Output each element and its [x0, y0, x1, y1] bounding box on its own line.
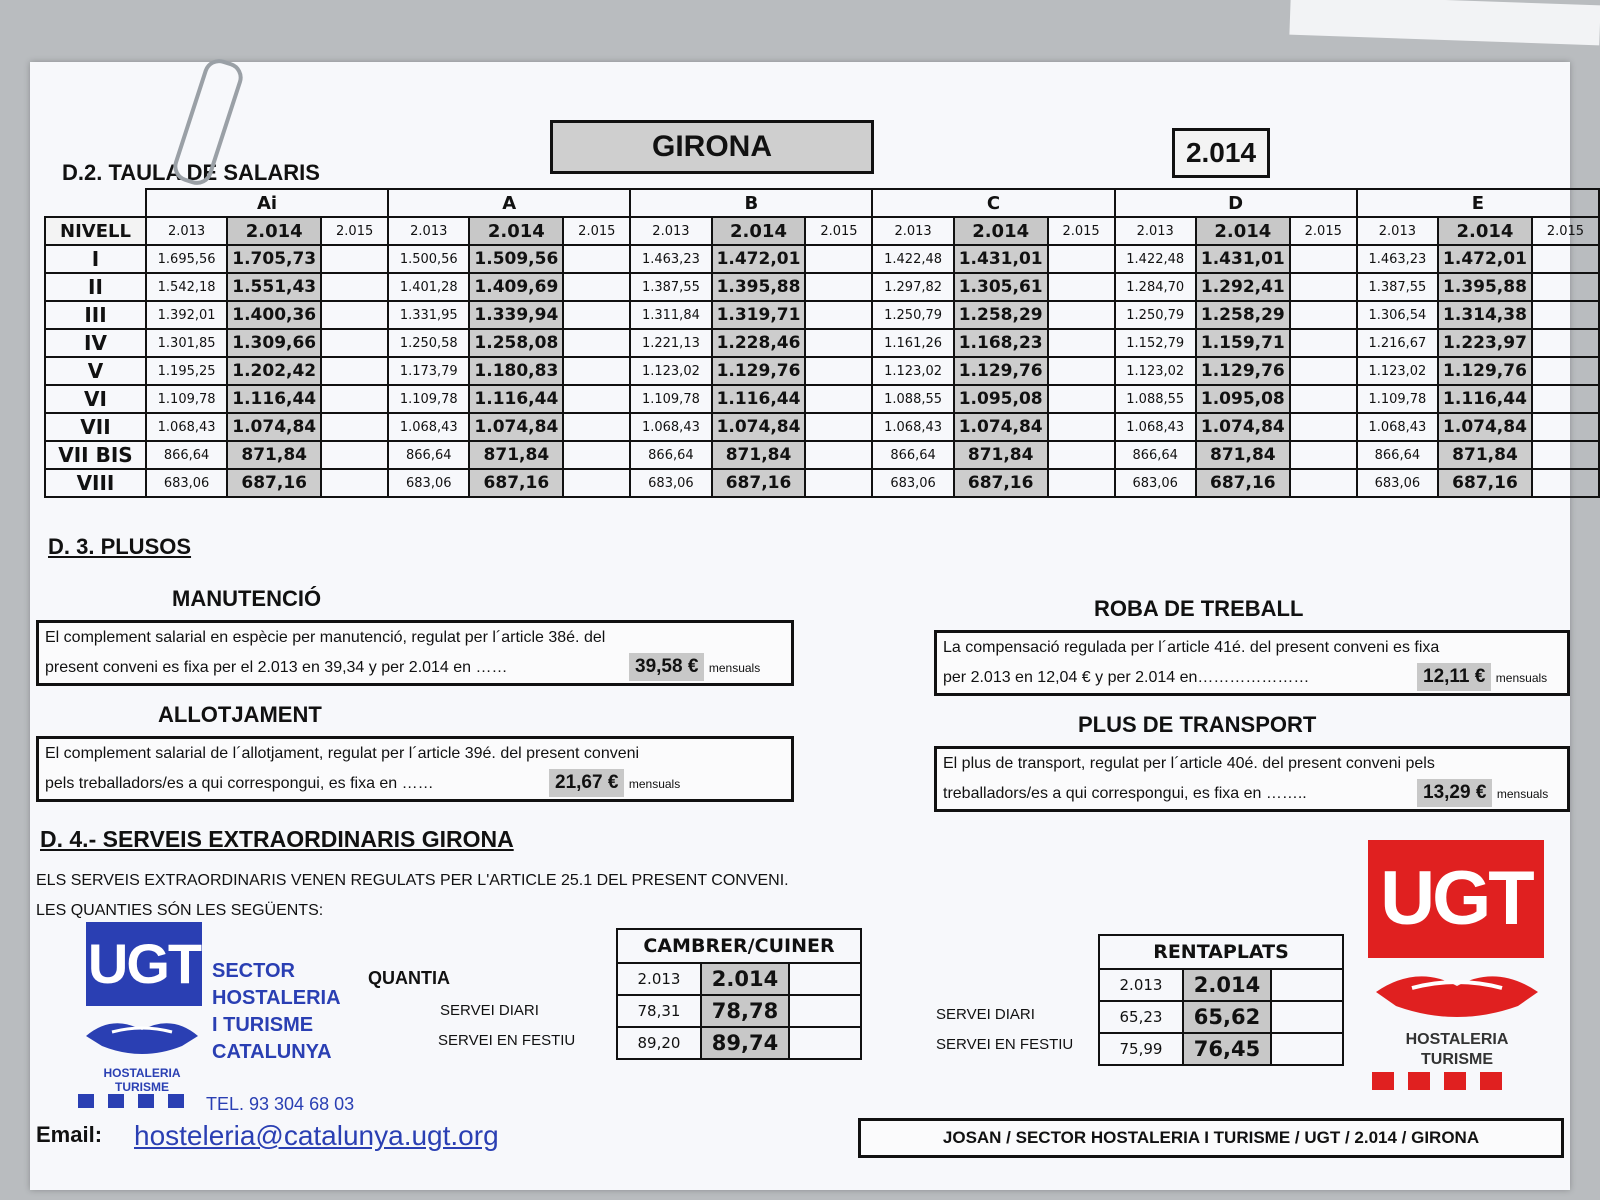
salary-2014: 1.116,44	[469, 385, 563, 413]
salary-2015-empty	[1290, 413, 1357, 441]
salary-2014: 1.074,84	[712, 413, 806, 441]
salary-2013: 1.250,79	[1115, 301, 1196, 329]
year-header-2014: 2.014	[469, 217, 563, 245]
roba-box	[934, 630, 1570, 696]
salary-2014: 687,16	[954, 469, 1048, 497]
salary-2014: 1.319,71	[712, 301, 806, 329]
salary-2015-empty	[1048, 441, 1115, 469]
salary-2015-empty	[805, 245, 872, 273]
salary-2013: 1.068,43	[1357, 413, 1438, 441]
salary-2014: 1.305,61	[954, 273, 1048, 301]
salary-2013: 1.123,02	[1357, 357, 1438, 385]
salary-2014: 1.258,08	[469, 329, 563, 357]
year-header-2015: 2.015	[563, 217, 630, 245]
background-paper-corner	[1289, 0, 1600, 45]
salary-level: V	[45, 357, 146, 385]
salary-2015-empty	[321, 413, 388, 441]
table-row	[45, 441, 1599, 469]
salary-2015-empty	[1048, 413, 1115, 441]
salary-2015-empty	[563, 469, 630, 497]
salary-2015-empty	[563, 357, 630, 385]
salary-2015-empty	[1290, 385, 1357, 413]
year-header-2013: 2.013	[1115, 217, 1196, 245]
salary-2015-empty	[563, 273, 630, 301]
salary-group-header: D	[1115, 189, 1357, 217]
salary-group-header-row	[45, 189, 1599, 217]
salary-2013: 1.068,43	[146, 413, 227, 441]
rentaplats-table	[1098, 934, 1344, 1066]
salary-2015-empty	[321, 329, 388, 357]
cambrer-title: CAMBRER/CUINER	[617, 929, 861, 963]
salary-2015-empty	[1532, 245, 1599, 273]
sector-line2: HOSTALERIA	[212, 987, 341, 1009]
salary-2015-empty	[321, 357, 388, 385]
cambrer-diari-empty	[789, 995, 861, 1027]
salary-2014: 871,84	[227, 441, 321, 469]
roba-line2-row	[943, 663, 1561, 693]
salary-2014: 1.509,56	[469, 245, 563, 273]
allotjament-box	[36, 736, 794, 802]
red-logo-squares	[1372, 1072, 1502, 1095]
salary-2015-empty	[1048, 301, 1115, 329]
city-title: GIRONA	[550, 120, 874, 174]
salary-2015-empty	[805, 301, 872, 329]
rentaplats-festiu-empty	[1271, 1033, 1343, 1065]
manutencio-title: MANUTENCIÓ	[172, 586, 322, 611]
year-header-2015: 2.015	[1532, 217, 1599, 245]
salary-2015-empty	[805, 413, 872, 441]
allotjament-unit: mensuals	[628, 777, 681, 791]
cambrer-servei-festiu-label: SERVEI EN FESTIU	[438, 1032, 576, 1049]
red-logo-caption	[1372, 1030, 1542, 1070]
year-header-2014: 2.014	[1438, 217, 1532, 245]
salary-2013: 1.250,79	[872, 301, 953, 329]
cambrer-diari-2013: 78,31	[617, 995, 701, 1027]
salary-2015-empty	[1290, 245, 1357, 273]
salary-level: II	[45, 273, 146, 301]
salary-2013: 683,06	[146, 469, 227, 497]
salary-group-header: E	[1357, 189, 1599, 217]
salary-2014: 1.309,66	[227, 329, 321, 357]
salary-2014: 687,16	[712, 469, 806, 497]
year-header-2015: 2.015	[1290, 217, 1357, 245]
salary-2015-empty	[1290, 441, 1357, 469]
salary-level: VII	[45, 413, 146, 441]
salary-2014: 1.395,88	[1438, 273, 1532, 301]
salary-2015-empty	[1290, 273, 1357, 301]
salary-2015-empty	[321, 469, 388, 497]
salary-2014: 1.074,84	[954, 413, 1048, 441]
year-header-2013: 2.013	[1357, 217, 1438, 245]
sector-text	[212, 958, 341, 1066]
rentaplats-year-empty	[1271, 969, 1343, 1001]
blue-logo-caption-line1: HOSTALERIA	[103, 1066, 181, 1080]
salary-2015-empty	[321, 273, 388, 301]
salary-2014: 1.472,01	[1438, 245, 1532, 273]
salary-2014: 1.116,44	[712, 385, 806, 413]
year-header-2013: 2.013	[630, 217, 711, 245]
year-header-2015: 2.015	[321, 217, 388, 245]
salary-2014: 1.202,42	[227, 357, 321, 385]
allotjament-title: ALLOTJAMENT	[158, 702, 322, 727]
salary-2013: 1.109,78	[146, 385, 227, 413]
salary-2014: 871,84	[1196, 441, 1290, 469]
salary-2014: 1.339,94	[469, 301, 563, 329]
salary-2015-empty	[805, 357, 872, 385]
year-header-2015: 2.015	[1048, 217, 1115, 245]
salary-2014: 1.395,88	[712, 273, 806, 301]
serveis-section-title: D. 4.- SERVEIS EXTRAORDINARIS GIRONA	[40, 826, 514, 852]
salary-2015-empty	[1532, 469, 1599, 497]
salary-2013: 1.195,25	[146, 357, 227, 385]
salary-2014: 1.129,76	[954, 357, 1048, 385]
salary-2013: 1.301,85	[146, 329, 227, 357]
salary-2015-empty	[1048, 329, 1115, 357]
salary-2013: 1.068,43	[388, 413, 469, 441]
salary-2013: 1.216,67	[1357, 329, 1438, 357]
rentaplats-title: RENTAPLATS	[1099, 935, 1343, 969]
year-header-2014: 2.014	[227, 217, 321, 245]
rentaplats-servei-diari-label: SERVEI DIARI	[936, 1006, 1035, 1023]
rentaplats-festiu-2014: 76,45	[1183, 1033, 1271, 1065]
salary-corner-cell	[45, 189, 146, 217]
salary-2014: 1.074,84	[227, 413, 321, 441]
salary-2014: 687,16	[227, 469, 321, 497]
salary-2014: 871,84	[1438, 441, 1532, 469]
salary-2013: 1.311,84	[630, 301, 711, 329]
cambrer-year-2013: 2.013	[617, 963, 701, 995]
salary-2014: 1.074,84	[1438, 413, 1532, 441]
salary-2014: 687,16	[469, 469, 563, 497]
salary-2014: 1.258,29	[954, 301, 1048, 329]
year-header-2015: 2.015	[805, 217, 872, 245]
salary-2014: 1.168,23	[954, 329, 1048, 357]
quantia-label: QUANTIA	[368, 968, 450, 988]
salary-group-header: B	[630, 189, 872, 217]
sector-line4: CATALUNYA	[212, 1041, 332, 1063]
salary-level-header: NIVELL	[45, 217, 146, 245]
cambrer-diari-2014: 78,78	[701, 995, 789, 1027]
allotjament-line1: El complement salarial de l´allotjament, regulat per l´article 39é. del present conveni	[45, 745, 640, 762]
rentaplats-diari-empty	[1271, 1001, 1343, 1033]
salary-2013: 1.392,01	[146, 301, 227, 329]
salary-2015-empty	[805, 469, 872, 497]
salary-2015-empty	[805, 441, 872, 469]
salary-2013: 1.463,23	[1357, 245, 1438, 273]
salary-2013: 866,64	[1115, 441, 1196, 469]
salary-2013: 1.109,78	[630, 385, 711, 413]
sector-line3: I TURISME	[212, 1014, 314, 1036]
table-row	[45, 357, 1599, 385]
salary-2014: 1.129,76	[1438, 357, 1532, 385]
salary-2015-empty	[1290, 469, 1357, 497]
salary-2014: 1.129,76	[712, 357, 806, 385]
salary-2013: 1.123,02	[1115, 357, 1196, 385]
salary-2013: 683,06	[388, 469, 469, 497]
salary-2014: 1.551,43	[227, 273, 321, 301]
salary-2015-empty	[1532, 441, 1599, 469]
salary-2014: 1.223,97	[1438, 329, 1532, 357]
salary-2014: 1.159,71	[1196, 329, 1290, 357]
ugt-logo-blue: UGT	[86, 922, 202, 1006]
salary-2013: 1.068,43	[1115, 413, 1196, 441]
salary-2015-empty	[563, 245, 630, 273]
year-header-2013: 2.013	[146, 217, 227, 245]
manutencio-line2-row	[45, 653, 785, 683]
salary-2015-empty	[1048, 245, 1115, 273]
roba-line2: per 2.013 en 12,04 € y per 2.014 en…………………	[943, 669, 1310, 686]
roba-amount: 12,11 €	[1417, 663, 1491, 691]
allotjament-line2: pels treballadors/es a qui correspongui, es fixa en ……	[45, 775, 434, 792]
year-header-2014: 2.014	[712, 217, 806, 245]
serveis-intro-line1: ELS SERVEIS EXTRAORDINARIS VENEN REGULATS PER L'ARTICLE 25.1 DEL PRESENT CONVENI.	[36, 872, 789, 889]
salary-2014: 1.409,69	[469, 273, 563, 301]
transport-line1: El plus de transport, regulat per l´article 40é. del present conveni pels	[943, 755, 1435, 772]
rentaplats-diari-2013: 65,23	[1099, 1001, 1183, 1033]
table-row	[45, 245, 1599, 273]
salary-2013: 1.401,28	[388, 273, 469, 301]
salary-2013: 1.161,26	[872, 329, 953, 357]
footer-credit: JOSAN / SECTOR HOSTALERIA I TURISME / UGT / 2.014 / GIRONA	[858, 1118, 1564, 1158]
salary-2014: 1.431,01	[1196, 245, 1290, 273]
salary-2015-empty	[1048, 385, 1115, 413]
salary-level: VI	[45, 385, 146, 413]
table-row	[45, 329, 1599, 357]
salary-2014: 1.400,36	[227, 301, 321, 329]
table-row	[45, 273, 1599, 301]
rentaplats-servei-festiu-label: SERVEI EN FESTIU	[936, 1036, 1074, 1053]
salary-2015-empty	[321, 301, 388, 329]
cambrer-year-2014: 2.014	[701, 963, 789, 995]
salary-2014: 687,16	[1196, 469, 1290, 497]
salary-2013: 1.250,58	[388, 329, 469, 357]
salary-2015-empty	[1290, 301, 1357, 329]
salary-2013: 1.306,54	[1357, 301, 1438, 329]
salary-group-header: A	[388, 189, 630, 217]
red-handshake-icon	[1372, 958, 1542, 1028]
salary-2013: 1.422,48	[1115, 245, 1196, 273]
blue-logo-squares	[78, 1094, 184, 1113]
salary-2014: 1.116,44	[1438, 385, 1532, 413]
transport-unit: mensuals	[1496, 787, 1549, 801]
salary-level: IV	[45, 329, 146, 357]
salary-2014: 871,84	[712, 441, 806, 469]
salary-2013: 1.109,78	[1357, 385, 1438, 413]
salary-2015-empty	[1048, 273, 1115, 301]
salary-2014: 1.258,29	[1196, 301, 1290, 329]
salary-2013: 1.387,55	[630, 273, 711, 301]
salary-level: VIII	[45, 469, 146, 497]
table-row	[45, 301, 1599, 329]
salary-2013: 1.500,56	[388, 245, 469, 273]
salary-2015-empty	[1048, 357, 1115, 385]
salary-2013: 1.068,43	[630, 413, 711, 441]
transport-line2: treballadors/es a qui correspongui, es fixa en ……..	[943, 785, 1307, 802]
cambrer-year-empty	[789, 963, 861, 995]
salary-2015-empty	[805, 273, 872, 301]
salary-2015-empty	[563, 301, 630, 329]
salary-2013: 1.331,95	[388, 301, 469, 329]
allotjament-line2-row	[45, 769, 785, 799]
transport-title: PLUS DE TRANSPORT	[1078, 712, 1317, 737]
transport-line2-row	[943, 779, 1561, 809]
salary-2014: 1.431,01	[954, 245, 1048, 273]
salary-2013: 1.123,02	[630, 357, 711, 385]
salary-2013: 1.422,48	[872, 245, 953, 273]
salary-2015-empty	[805, 329, 872, 357]
plusos-section-title: D. 3. PLUSOS	[48, 534, 192, 559]
salary-2015-empty	[1532, 357, 1599, 385]
salary-2014: 871,84	[469, 441, 563, 469]
table-row	[45, 385, 1599, 413]
salary-2014: 1.314,38	[1438, 301, 1532, 329]
salary-2015-empty	[563, 413, 630, 441]
salary-2015-empty	[1290, 357, 1357, 385]
cambrer-festiu-empty	[789, 1027, 861, 1059]
salary-2014: 1.180,83	[469, 357, 563, 385]
salary-level: I	[45, 245, 146, 273]
salary-2015-empty	[805, 385, 872, 413]
salary-level: VII BIS	[45, 441, 146, 469]
salary-section-title: D.2. TAULA DE SALARIS	[62, 160, 320, 185]
salary-2015-empty	[321, 245, 388, 273]
rentaplats-festiu-2013: 75,99	[1099, 1033, 1183, 1065]
red-logo-caption-line2: TURISME	[1421, 1051, 1493, 1068]
year-title: 2.014	[1172, 128, 1270, 178]
salary-2013: 1.123,02	[872, 357, 953, 385]
rentaplats-year-2014: 2.014	[1183, 969, 1271, 1001]
salary-2013: 866,64	[1357, 441, 1438, 469]
salary-2014: 1.074,84	[1196, 413, 1290, 441]
salary-2014: 1.472,01	[712, 245, 806, 273]
red-logo-caption-line1: HOSTALERIA	[1405, 1031, 1509, 1048]
year-header-2014: 2.014	[954, 217, 1048, 245]
salary-2013: 1.387,55	[1357, 273, 1438, 301]
salary-level: III	[45, 301, 146, 329]
salary-2013: 683,06	[630, 469, 711, 497]
salary-2015-empty	[1532, 413, 1599, 441]
ugt-logo-red: UGT	[1368, 840, 1544, 958]
email-label: Email:	[36, 1122, 103, 1147]
salary-2014: 871,84	[954, 441, 1048, 469]
salary-2013: 683,06	[872, 469, 953, 497]
salary-2013: 1.173,79	[388, 357, 469, 385]
allotjament-amount: 21,67 €	[549, 769, 624, 797]
salary-2014: 1.074,84	[469, 413, 563, 441]
email-link[interactable]: hosteleria@catalunya.ugt.org	[134, 1120, 499, 1151]
salary-2013: 1.695,56	[146, 245, 227, 273]
sector-line1: SECTOR	[212, 960, 295, 982]
manutencio-amount: 39,58 €	[629, 653, 704, 681]
salary-2015-empty	[563, 329, 630, 357]
rentaplats-year-2013: 2.013	[1099, 969, 1183, 1001]
salary-2014: 1.228,46	[712, 329, 806, 357]
salary-2015-empty	[321, 441, 388, 469]
salary-2013: 866,64	[630, 441, 711, 469]
roba-line1: La compensació regulada per l´article 41é. del present conveni es fixa	[943, 639, 1440, 656]
salary-2014: 687,16	[1438, 469, 1532, 497]
salary-2015-empty	[1290, 329, 1357, 357]
cambrer-table	[616, 928, 862, 1060]
salary-2015-empty	[1532, 385, 1599, 413]
year-header-2013: 2.013	[872, 217, 953, 245]
rentaplats-diari-2014: 65,62	[1183, 1001, 1271, 1033]
cambrer-servei-diari-label: SERVEI DIARI	[440, 1002, 539, 1019]
salary-2014: 1.705,73	[227, 245, 321, 273]
salary-2014: 1.116,44	[227, 385, 321, 413]
blue-logo-caption-line2: TURISME	[115, 1080, 169, 1094]
transport-amount: 13,29 €	[1417, 779, 1492, 807]
salary-2015-empty	[1532, 273, 1599, 301]
salary-2013: 1.284,70	[1115, 273, 1196, 301]
salary-2013: 1.542,18	[146, 273, 227, 301]
salary-2014: 1.292,41	[1196, 273, 1290, 301]
roba-title: ROBA DE TREBALL	[1094, 596, 1304, 621]
blue-logo-caption	[92, 1066, 192, 1094]
salary-2013: 866,64	[146, 441, 227, 469]
salary-year-header-row	[45, 217, 1599, 245]
salary-group-header: C	[872, 189, 1114, 217]
transport-box	[934, 746, 1570, 812]
manutencio-box	[36, 620, 794, 686]
salary-2015-empty	[563, 441, 630, 469]
salary-table	[44, 188, 1600, 498]
salary-2015-empty	[1532, 301, 1599, 329]
table-row	[45, 413, 1599, 441]
salary-2013: 866,64	[872, 441, 953, 469]
salary-2015-empty	[1048, 469, 1115, 497]
salary-2013: 1.152,79	[1115, 329, 1196, 357]
manutencio-unit: mensuals	[708, 661, 761, 675]
salary-2014: 1.129,76	[1196, 357, 1290, 385]
salary-2013: 683,06	[1357, 469, 1438, 497]
cambrer-festiu-2013: 89,20	[617, 1027, 701, 1059]
salary-2013: 1.221,13	[630, 329, 711, 357]
salary-2013: 1.109,78	[388, 385, 469, 413]
salary-2015-empty	[563, 385, 630, 413]
handshake-icon	[82, 1006, 202, 1062]
table-row	[45, 469, 1599, 497]
salary-2013: 1.068,43	[872, 413, 953, 441]
salary-2013: 866,64	[388, 441, 469, 469]
salary-2015-empty	[321, 385, 388, 413]
salary-2013: 1.088,55	[1115, 385, 1196, 413]
serveis-intro-line2: LES QUANTIES SÓN LES SEGÜENTS:	[36, 902, 324, 919]
telephone: TEL. 93 304 68 03	[206, 1094, 355, 1114]
salary-2013: 1.297,82	[872, 273, 953, 301]
salary-2014: 1.095,08	[1196, 385, 1290, 413]
salary-2015-empty	[1532, 329, 1599, 357]
year-header-2014: 2.014	[1196, 217, 1290, 245]
year-header-2013: 2.013	[388, 217, 469, 245]
manutencio-line1: El complement salarial en espècie per manutenció, regulat per l´article 38é. del	[45, 629, 606, 646]
salary-2014: 1.095,08	[954, 385, 1048, 413]
cambrer-festiu-2014: 89,74	[701, 1027, 789, 1059]
salary-2013: 1.088,55	[872, 385, 953, 413]
salary-2013: 683,06	[1115, 469, 1196, 497]
salary-2013: 1.463,23	[630, 245, 711, 273]
salary-group-header: Ai	[146, 189, 388, 217]
manutencio-line2: present conveni es fixa per el 2.013 en 39,34 y per 2.014 en ……	[45, 659, 508, 676]
roba-unit: mensuals	[1495, 671, 1548, 685]
